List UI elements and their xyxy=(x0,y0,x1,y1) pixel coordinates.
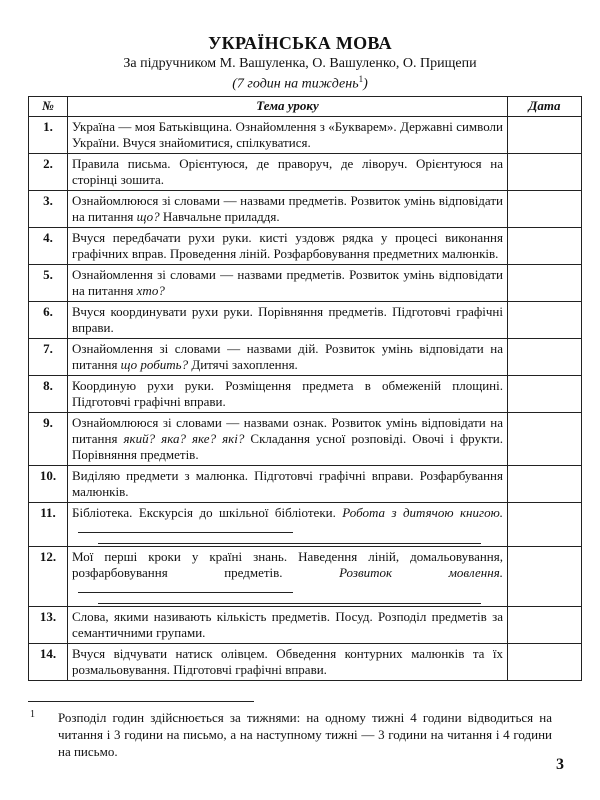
column-header-number: № xyxy=(29,97,68,117)
table-row xyxy=(29,154,582,191)
lesson-rows xyxy=(29,117,582,681)
table-row xyxy=(29,117,582,154)
lesson-number: 10. xyxy=(29,466,68,503)
lesson-number: 11. xyxy=(29,503,68,547)
topic-text: Координую рухи руки. Розміщення предмета в обмеженій площині. Підготовчі графічні вправи. xyxy=(72,378,503,409)
table-row xyxy=(29,228,582,265)
table-row xyxy=(29,265,582,302)
lesson-topic xyxy=(68,265,508,302)
topic-text: Мої перші кроки у країні знань. Наведення ліній, домальовування, розфарбовування предметів. xyxy=(72,549,503,580)
lesson-topic xyxy=(68,302,508,339)
lesson-date-cell[interactable] xyxy=(508,117,582,154)
page-title: УКРАЇНСЬКА МОВА xyxy=(208,33,392,53)
hours-note-close: ) xyxy=(363,76,368,92)
footnote-divider xyxy=(28,701,254,702)
footnote-text: Розподіл годин здійснюється за тижнями: на одному тижні 4 години відводиться на читання і 3 години на письмо, а на наступному тижні — 3 години на читання і 4 години на письмо. xyxy=(58,710,552,759)
lesson-date-cell[interactable] xyxy=(508,547,582,607)
column-header-date: Дата xyxy=(508,97,582,117)
lesson-number: 14. xyxy=(29,644,68,681)
lesson-number: 4. xyxy=(29,228,68,265)
lesson-topic xyxy=(68,154,508,191)
table-row xyxy=(29,339,582,376)
topic-text-italic: Розвиток мовлення. xyxy=(339,565,503,580)
table-row xyxy=(29,302,582,339)
lesson-number: 1. xyxy=(29,117,68,154)
lesson-number: 12. xyxy=(29,547,68,607)
topic-text: Дитячі захоплення. xyxy=(188,357,298,372)
blank-fill-line[interactable] xyxy=(78,582,293,593)
lesson-number: 9. xyxy=(29,413,68,466)
textbook-authors: За підручником М. Вашуленка, О. Вашуленко, О. Прищепи xyxy=(123,56,477,71)
lesson-number: 3. xyxy=(29,191,68,228)
lesson-number: 8. xyxy=(29,376,68,413)
topic-text-italic: хто? xyxy=(136,283,165,298)
topic-text: Вчуся координувати рухи руки. Порівняння предметів. Підготовчі графічні вправи. xyxy=(72,304,503,335)
lesson-topic xyxy=(68,413,508,466)
lesson-date-cell[interactable] xyxy=(508,607,582,644)
lesson-date-cell[interactable] xyxy=(508,154,582,191)
table-row xyxy=(29,466,582,503)
topic-text-italic: що робить? xyxy=(120,357,189,372)
lesson-number: 5. xyxy=(29,265,68,302)
footnote xyxy=(28,709,552,760)
topic-text: Слова, якими називають кількість предметів. Посуд. Розподіл предметів за семантичними групами. xyxy=(72,609,503,640)
topic-text: Вчуся відчувати натиск олівцем. Обведення контурних малюнків та їх розмальовування. Підготовчі графічні вправи. xyxy=(72,646,503,677)
lesson-date-cell[interactable] xyxy=(508,644,582,681)
table-row xyxy=(29,376,582,413)
lesson-date-cell[interactable] xyxy=(508,503,582,547)
hours-note-text: (7 годин на тиждень xyxy=(232,76,359,92)
table-row xyxy=(29,503,582,547)
column-header-topic: Тема уроку xyxy=(68,97,508,117)
lesson-date-cell[interactable] xyxy=(508,302,582,339)
lesson-topic xyxy=(68,191,508,228)
lesson-number: 6. xyxy=(29,302,68,339)
lesson-date-cell[interactable] xyxy=(508,413,582,466)
table-row xyxy=(29,607,582,644)
table-row xyxy=(29,191,582,228)
lesson-date-cell[interactable] xyxy=(508,466,582,503)
lesson-date-cell[interactable] xyxy=(508,265,582,302)
footnote-reference: 1 xyxy=(358,74,364,84)
topic-text: Правила письма. Орієнтуюся, де праворуч, де ліворуч. Орієнтуюся на сторінці зошита. xyxy=(72,156,503,187)
blank-fill-line[interactable] xyxy=(98,597,481,604)
topic-text-italic: що? xyxy=(136,209,160,224)
lesson-number: 2. xyxy=(29,154,68,191)
hours-note xyxy=(0,74,600,93)
lesson-date-cell[interactable] xyxy=(508,339,582,376)
table-header-row xyxy=(29,97,582,117)
topic-text: Ознайомлення зі словами — назвами предметів. Розвиток умінь відповідати на питання xyxy=(72,267,503,298)
blank-fill-line[interactable] xyxy=(98,537,481,544)
lesson-topic xyxy=(68,376,508,413)
lesson-topic xyxy=(68,644,508,681)
lesson-topic xyxy=(68,503,508,547)
lesson-number: 7. xyxy=(29,339,68,376)
table-row xyxy=(29,547,582,607)
lesson-date-cell[interactable] xyxy=(508,228,582,265)
topic-text: Ознайомлююся зі словами — назвами ознак. Розвиток умінь відповідати на питання xyxy=(72,415,503,446)
topic-text-italic: Робота з дитячою книгою. xyxy=(342,505,503,520)
lesson-topic xyxy=(68,228,508,265)
lesson-date-cell[interactable] xyxy=(508,376,582,413)
lesson-date-cell[interactable] xyxy=(508,191,582,228)
page-number: 3 xyxy=(556,756,564,773)
table-row xyxy=(29,413,582,466)
lesson-plan-table xyxy=(28,96,582,681)
topic-text-italic: який? яка? яке? які? xyxy=(123,431,245,446)
lesson-topic xyxy=(68,547,508,607)
lesson-topic xyxy=(68,607,508,644)
topic-text: Складання усної розповіді. Овочі і фрукти. Порівняння предметів. xyxy=(72,431,504,462)
topic-text: Ознайомлююся зі словами — назвами предметів. Розвиток умінь відповідати на питання xyxy=(72,193,503,224)
lesson-topic xyxy=(68,117,508,154)
topic-text: Україна — моя Батьківщина. Ознайомлення з «Букварем». Державні символи України. Вчуся знайомитися, спілкуватися. xyxy=(72,119,503,150)
topic-text: Вчуся передбачати рухи руки. кисті уздовж рядка у процесі виконання графічних вправ. Проведення ліній. Розфарбовування предметних малюнків. xyxy=(72,230,503,261)
blank-fill-line[interactable] xyxy=(78,522,293,533)
topic-text: Навчальне приладдя. xyxy=(159,209,280,224)
topic-text: Ознайомлення зі словами — назвами дій. Розвиток умінь відповідати на питання xyxy=(72,341,503,372)
lesson-topic xyxy=(68,339,508,376)
footnote-mark: 1 xyxy=(30,709,35,720)
table-row xyxy=(29,644,582,681)
lesson-topic xyxy=(68,466,508,503)
topic-text: Бібліотека. Екскурсія до шкільної бібліотеки. xyxy=(72,505,343,520)
topic-text: Виділяю предмети з малюнка. Підготовчі графічні вправи. Розфарбування малюнків. xyxy=(72,468,503,499)
lesson-number: 13. xyxy=(29,607,68,644)
